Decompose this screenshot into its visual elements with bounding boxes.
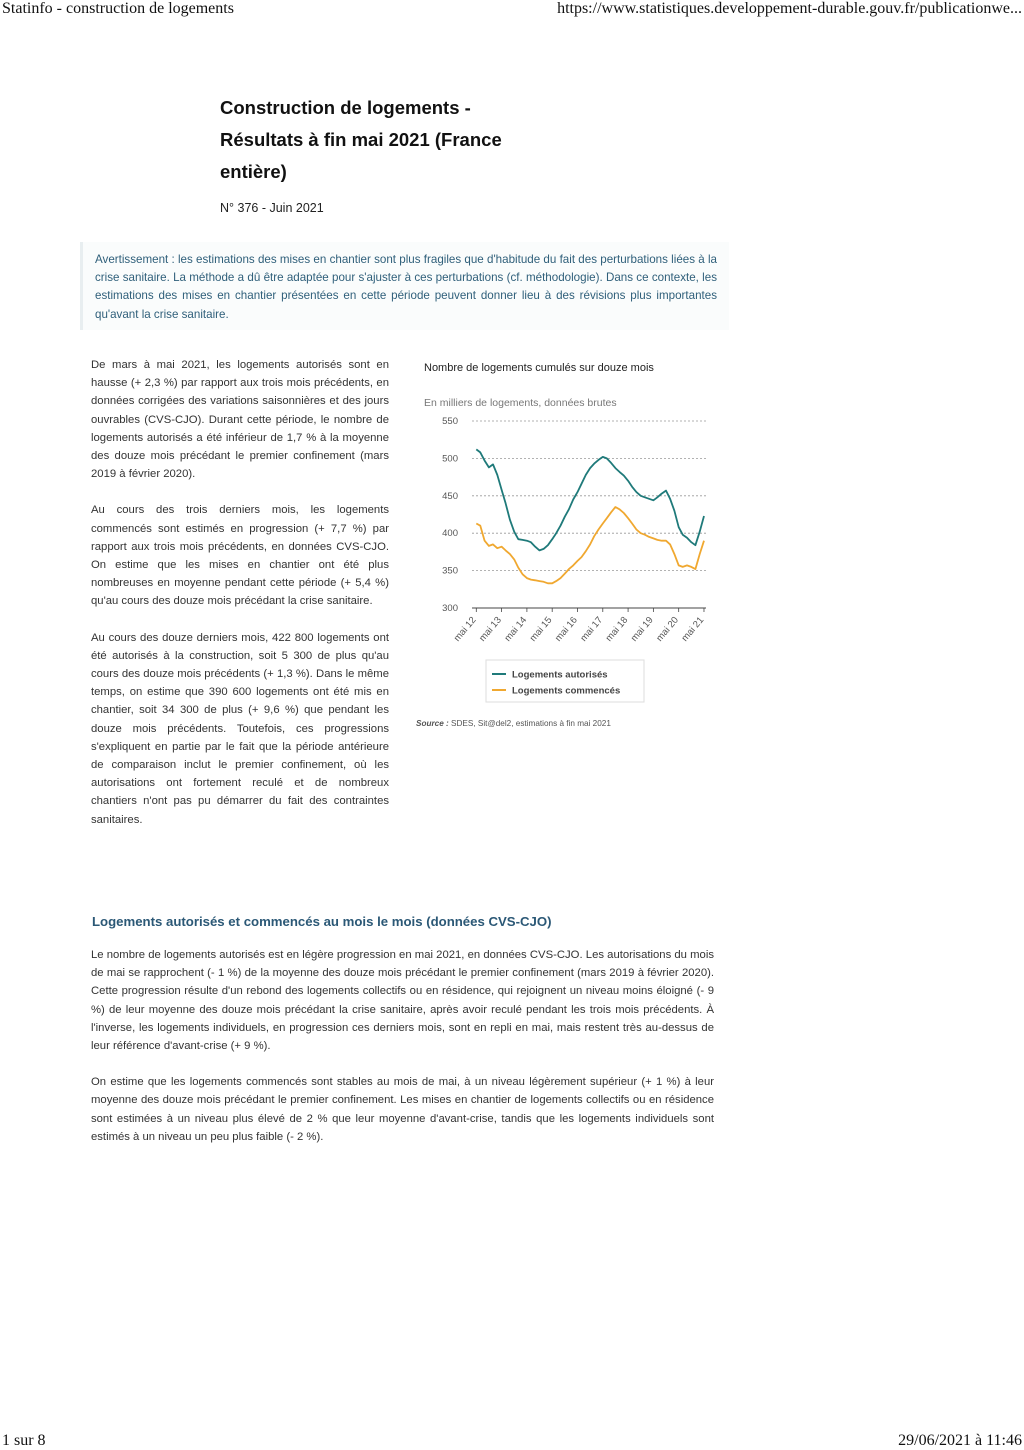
legend-label: Logements autorisés: [512, 669, 608, 681]
section-body: [91, 946, 714, 1164]
y-tick-label: 500: [442, 453, 458, 465]
paragraph: De mars à mai 2021, les logements autorisés sont en hausse (+ 2,3 %) par rapport aux trois mois précédents, en données corrigées des variations saisonnières et des jours ouvrables (CVS-CJO). Durant cette période, le nombre de logements autorisés a été inférieur de 1,7 % à la moyenne des douze mois précédant le premier confinement (mars 2019 à février 2020).: [91, 359, 389, 481]
x-tick-label: mai 12: [451, 614, 479, 644]
source-text: SDES, Sit@del2, estimations à fin mai 2021: [448, 719, 611, 728]
x-tick-label: mai 15: [527, 614, 555, 644]
print-header-url[interactable]: https://www.statistiques.developpement-durable.gouv.fr/publicationwe...: [557, 0, 1022, 17]
issue-number: N° 376 - Juin 2021: [220, 201, 324, 215]
paragraph: Au cours des trois derniers mois, les logements commencés sont estimés en progression (+ 7,7 %) par rapport aux trois mois précédents, en données CVS-CJO. On estime que les mises en chantier ont été plus nombreuses en moyenne pendant cette période (+ 5,4 %) qu'au cours des douze mois précédant la crise sanitaire.: [91, 504, 389, 608]
paragraph: Le nombre de logements autorisés est en légère progression en mai 2021, en données CVS-CJO. Les autorisations du mois de mai se rapprochent (- 1 %) de la moyenne des douze mois précédant le premier confinement (mars 2019 à février 2020). Cette progression résulte d'un rebond des logements collectifs ou en résidence, qui rejoignent un niveau moins éloigné (- 9 %) de leur moyenne des douze mois précédant la crise sanitaire, après avoir reculé pendant les trois mois précédents. À l'inverse, les logements individuels, en progression ces derniers mois, sont en repli en mai, mais restent très au-dessus de leur référence d'avant-crise (+ 9 %).: [91, 949, 714, 1053]
chart-title: Nombre de logements cumulés sur douze mois: [424, 362, 654, 374]
y-tick-label: 300: [442, 603, 458, 614]
line-chart: [410, 410, 720, 710]
chart-subtitle: En milliers de logements, données brutes: [424, 397, 617, 409]
warning-lead: Avertissement: [95, 253, 169, 266]
chart-series: [476, 449, 704, 583]
print-footer-page: 1 sur 8: [2, 1432, 46, 1449]
source-label: Source :: [416, 719, 449, 728]
page-title-line: Résultats à fin mai 2021 (France: [220, 129, 502, 150]
y-axis: [442, 416, 458, 614]
page-title-line: Construction de logements -: [220, 97, 471, 118]
page-title: [220, 92, 520, 188]
page-title-line: entière): [220, 161, 287, 182]
y-tick-label: 400: [442, 528, 458, 540]
x-tick-label: mai 16: [553, 614, 580, 644]
paragraph: On estime que les logements commencés sont stables au mois de mai, à un niveau légèrement supérieur (+ 1 %) à leur moyenne des douze mois précédant le premier confinement. Les mises en chantier de logements collectifs ou en résidence sont estimées à un niveau plus élevé de 2 % que leur moyenne d'avant-crise, tandis que les logements individuels sont estimés à un niveau un peu plus faible (- 2 %).: [91, 1076, 714, 1143]
x-tick-label: mai 21: [679, 614, 707, 644]
paragraph: Au cours des douze derniers mois, 422 800 logements ont été autorisés à la construction, soit 5 300 de plus qu'au cours des douze mois précédents (+ 1,3 %). Dans le même temps, on estime que 390 600 logements ont été mis en chantier, soit 34 300 de plus (+ 9,6 %) que pendant les douze mois précédents. Toutefois, ces progressions s'expliquent en partie par le fait que la période antérieure de comparaison inclut le premier confinement, où les autorisations ont fortement reculé et de nombreux chantiers n'ont pas pu démarrer du fait des contraintes sanitaires.: [91, 631, 389, 826]
warning-box: [80, 242, 729, 330]
x-tick-label: mai 13: [477, 614, 504, 644]
x-tick-label: mai 20: [654, 614, 681, 644]
print-header-title: Statinfo - construction de logements: [2, 0, 234, 17]
section-title: Logements autorisés et commencés au mois le mois (données CVS-CJO): [92, 914, 552, 929]
x-tick-label: mai 18: [603, 614, 631, 644]
chart-source: [416, 719, 611, 728]
y-tick-label: 550: [442, 416, 458, 427]
x-tick-label: mai 17: [578, 614, 606, 644]
warning-body: : les estimations des mises en chantier sont plus fragiles que d'habitude du fait des perturbations liées à la crise sanitaire. La méthode a dû être adaptée pour s'ajuster à ces perturbations (cf. méthodologie). Dans ce contexte, les estimations des mises en chantier présentées en cette période peuvent donner lieu à des révisions plus importantes qu'avant la crise sanitaire.: [95, 253, 717, 321]
legend-label: Logements commencés: [512, 685, 621, 697]
chart-legend: [486, 660, 644, 702]
x-tick-label: mai 19: [628, 614, 656, 644]
y-tick-label: 350: [442, 565, 458, 577]
series-line: [476, 449, 704, 550]
x-axis: [452, 608, 706, 644]
warning-text: [95, 251, 717, 324]
x-tick-label: mai 14: [502, 614, 530, 644]
y-tick-label: 450: [442, 490, 458, 502]
left-column: [91, 356, 389, 847]
print-footer-datetime: 29/06/2021 à 11:46: [898, 1432, 1022, 1449]
